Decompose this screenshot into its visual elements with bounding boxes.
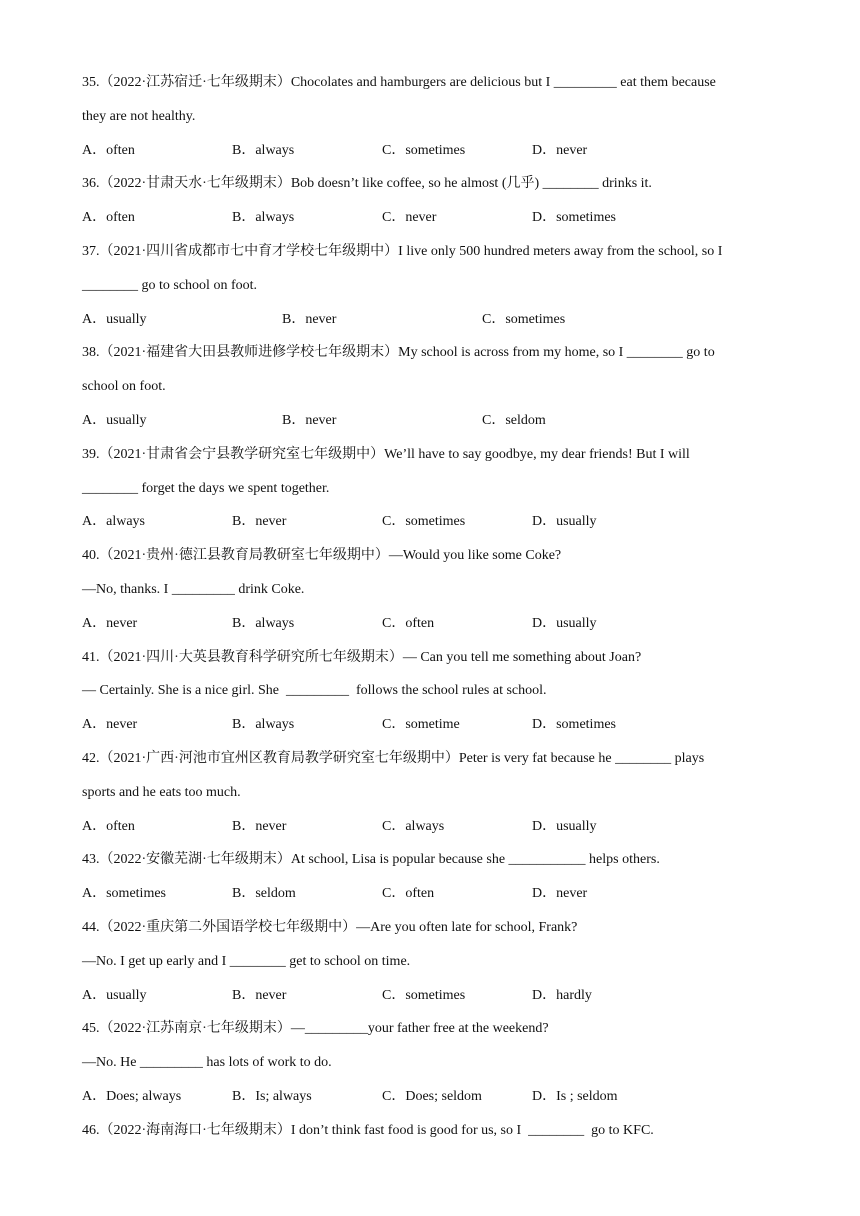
answer-option[interactable]: B．never — [232, 818, 287, 834]
answer-options — [82, 513, 802, 531]
answer-option[interactable]: A．never — [82, 615, 138, 631]
answer-option[interactable]: B．always — [232, 717, 295, 733]
answer-option[interactable]: D．Is ; seldom — [532, 1089, 618, 1104]
answer-option[interactable]: A．always — [82, 514, 145, 530]
answer-option[interactable]: A．often — [82, 142, 135, 158]
answer-options — [82, 987, 802, 1005]
answer-options — [82, 716, 802, 734]
answer-option[interactable]: A．often — [82, 210, 135, 226]
answer-option[interactable]: C．Does; seldom — [382, 1089, 482, 1104]
answer-option[interactable]: A．usually — [82, 311, 147, 327]
answer-option[interactable]: C．sometimes — [482, 311, 566, 327]
answer-option[interactable]: D．sometimes — [532, 210, 616, 226]
answer-options — [82, 142, 802, 160]
question-stem: 36.（2022·甘肃天水·七年级期末）Bob doesn’t like coffee, so he almost (几乎) ________ drinks it. — [82, 176, 652, 192]
answer-option[interactable]: C．sometime — [382, 717, 460, 733]
question-continuation: school on foot. — [82, 379, 166, 395]
answer-option[interactable]: C．never — [382, 210, 437, 226]
answer-option[interactable]: C．often — [382, 886, 435, 902]
answer-options — [82, 311, 802, 329]
question-continuation: —No. I get up early and I ________ get to school on time. — [82, 953, 411, 969]
answer-options — [82, 885, 802, 903]
answer-option[interactable]: C．always — [382, 818, 445, 834]
answer-option[interactable]: B．Is; always — [232, 1089, 312, 1104]
answer-option[interactable]: C．sometimes — [382, 987, 466, 1003]
answer-option[interactable]: D．hardly — [532, 987, 592, 1003]
answer-option[interactable]: D．sometimes — [532, 717, 616, 733]
answer-option[interactable]: D．usually — [532, 818, 597, 834]
question-stem: 42.（2021·广西·河池市宜州区教育局教学研究室七年级期中）Peter is very fat because he ________ plays — [82, 751, 705, 766]
answer-options — [82, 615, 802, 633]
answer-option[interactable]: B．seldom — [232, 886, 296, 902]
answer-option[interactable]: B．always — [232, 210, 295, 226]
answer-option[interactable]: D．usually — [532, 615, 597, 631]
question-stem: 41.（2021·四川·大英县教育科学研究所七年级期末）— Can you tell me something about Joan? — [82, 649, 642, 665]
answer-option[interactable]: B．never — [232, 987, 287, 1003]
question-stem: 43.（2022·安徽芜湖·七年级期末）At school, Lisa is popular because she ___________ helps others. — [82, 852, 660, 868]
answer-option[interactable]: A．usually — [82, 987, 147, 1003]
answer-option[interactable]: D．never — [532, 142, 588, 158]
question-stem: 39.（2021·甘肃省会宁县教学研究室七年级期中）We’ll have to say goodbye, my dear friends! But I will — [82, 446, 690, 462]
answer-option[interactable]: C．often — [382, 615, 435, 631]
answer-option[interactable]: D．usually — [532, 514, 597, 530]
answer-option[interactable]: A．sometimes — [82, 886, 166, 902]
answer-option[interactable]: B．always — [232, 142, 295, 158]
answer-option[interactable]: A．never — [82, 717, 138, 733]
answer-option[interactable]: C．seldom — [482, 413, 546, 428]
answer-option[interactable]: C．sometimes — [382, 142, 466, 158]
question-continuation: ________ forget the days we spent together. — [82, 480, 330, 496]
question-stem: 45.（2022·江苏南京·七年级期末）—_________your father free at the weekend? — [82, 1021, 549, 1037]
question-stem: 35.（2022·江苏宿迁·七年级期末）Chocolates and hamburgers are delicious but I _________ eat them because — [82, 75, 716, 90]
answer-option[interactable]: A．often — [82, 818, 135, 834]
answer-option[interactable]: B．never — [282, 413, 337, 428]
answer-option[interactable]: A．usually — [82, 413, 147, 428]
answer-options — [82, 1088, 802, 1106]
answer-option[interactable]: B．never — [282, 311, 337, 327]
question-stem: 44.（2022·重庆第二外国语学校七年级期中）—Are you often late for school, Frank? — [82, 920, 578, 935]
answer-options — [82, 412, 802, 430]
question-stem: 37.（2021·四川省成都市七中育才学校七年级期中）I live only 500 hundred meters away from the school, so I — [82, 244, 723, 259]
question-continuation: they are not healthy. — [82, 108, 196, 124]
answer-option[interactable]: D．never — [532, 886, 588, 902]
answer-option[interactable]: A．Does; always — [82, 1089, 182, 1104]
answer-option[interactable]: C．sometimes — [382, 514, 466, 530]
answer-option[interactable]: B．always — [232, 615, 295, 631]
answer-option[interactable]: B．never — [232, 514, 287, 530]
question-continuation: —No. He _________ has lots of work to do. — [82, 1055, 332, 1071]
answer-options — [82, 209, 802, 227]
question-continuation: — Certainly. She is a nice girl. She _________ follows the school rules at school. — [82, 683, 547, 699]
question-stem: 38.（2021·福建省大田县教师进修学校七年级期末）My school is across from my home, so I ________ go to — [82, 345, 715, 361]
question-continuation: ________ go to school on foot. — [82, 277, 257, 293]
answer-options — [82, 818, 802, 836]
question-stem: 40.（2021·贵州·德江县教育局教研室七年级期中）—Would you like some Coke? — [82, 548, 562, 564]
question-stem: 46.（2022·海南海口·七年级期末）I don’t think fast food is good for us, so I ________ go to KFC. — [82, 1122, 654, 1138]
question-continuation: sports and he eats too much. — [82, 784, 241, 800]
question-continuation: —No, thanks. I _________ drink Coke. — [82, 582, 305, 597]
